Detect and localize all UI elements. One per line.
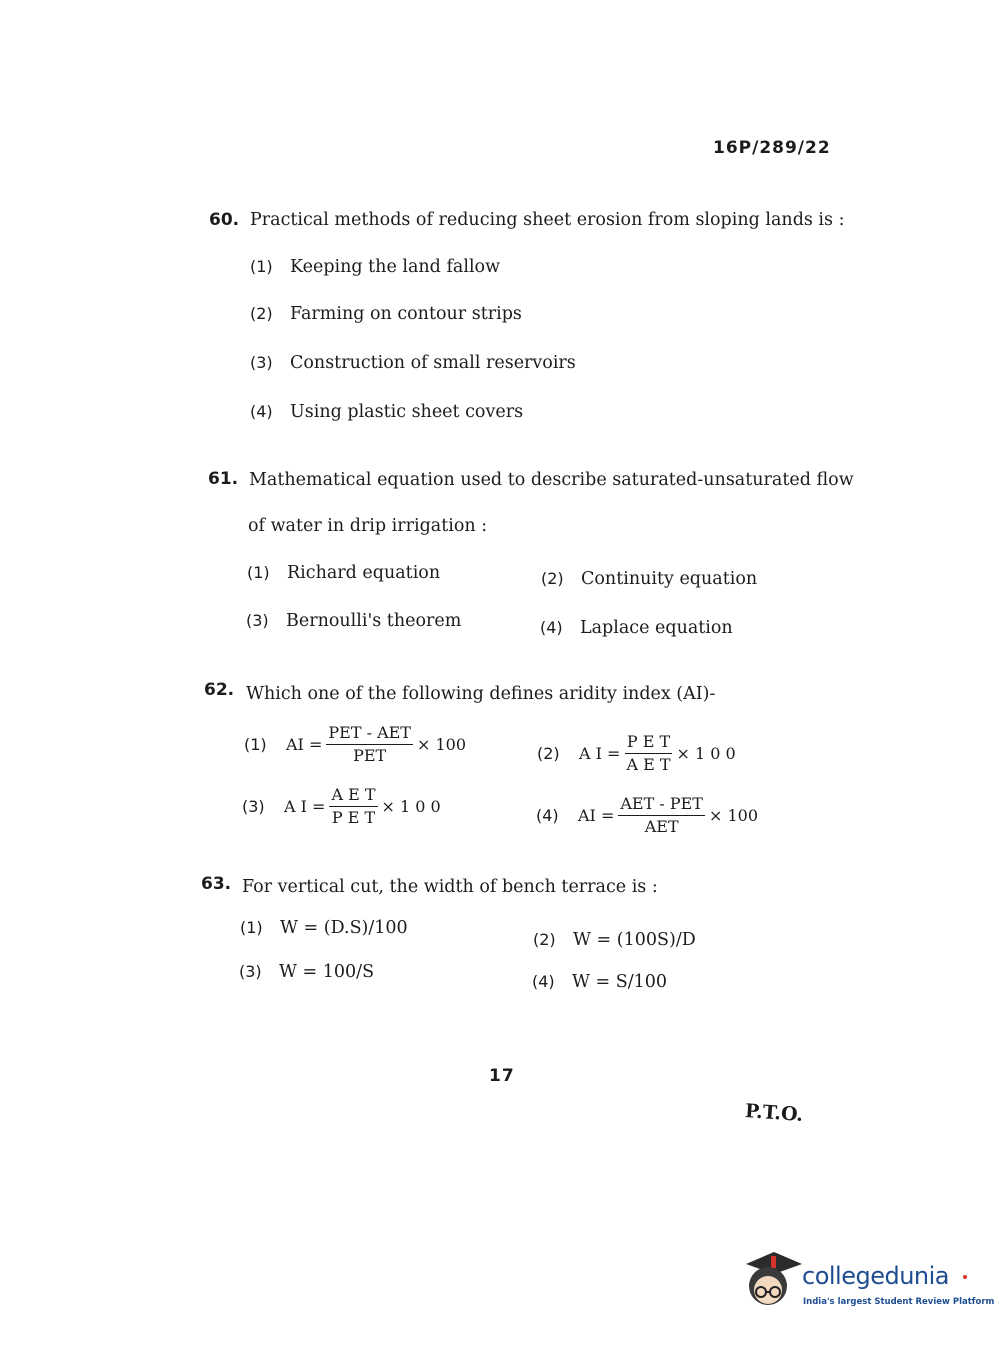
fraction-denominator: AET bbox=[644, 816, 679, 836]
formula-multiplier: × 1 0 0 bbox=[676, 743, 736, 763]
option bbox=[246, 611, 461, 631]
fraction-numerator: P E T bbox=[625, 733, 672, 754]
formula-option bbox=[244, 724, 466, 764]
brand-name: collegedunia bbox=[802, 1262, 950, 1290]
question-text: Practical methods of reducing sheet erosion from sloping lands is : bbox=[250, 210, 845, 230]
fraction bbox=[326, 724, 413, 764]
option-text: W = 100/S bbox=[279, 962, 375, 982]
fraction-denominator: P E T bbox=[331, 807, 376, 827]
option bbox=[532, 972, 667, 992]
option bbox=[533, 930, 696, 950]
question-text: For vertical cut, the width of bench terrace is : bbox=[242, 877, 658, 897]
page-number: 17 bbox=[489, 1066, 515, 1086]
option-text: Laplace equation bbox=[580, 618, 733, 638]
question-text: Which one of the following defines aridity index (AI)- bbox=[246, 684, 716, 704]
option-number: (4) bbox=[536, 805, 559, 825]
question-number: 63. bbox=[201, 874, 232, 894]
fraction-numerator: PET - AET bbox=[326, 724, 413, 745]
fraction-numerator: A E T bbox=[329, 786, 377, 807]
option-text: W = (100S)/D bbox=[573, 930, 696, 950]
question-text-line2: of water in drip irrigation : bbox=[248, 516, 488, 536]
brand-tagline: India's largest Student Review Platform bbox=[803, 1297, 995, 1307]
fraction-denominator: A E T bbox=[626, 754, 671, 774]
option bbox=[250, 353, 576, 373]
option-text: Richard equation bbox=[287, 563, 441, 583]
fraction-denominator: PET bbox=[353, 745, 387, 765]
option bbox=[240, 918, 408, 938]
pto-mark: P.T.O. bbox=[744, 1099, 804, 1127]
option bbox=[250, 304, 522, 324]
option-text: W = S/100 bbox=[572, 972, 668, 992]
option bbox=[250, 257, 500, 277]
option-text: Bernoulli's theorem bbox=[286, 611, 462, 631]
option-text: W = (D.S)/100 bbox=[280, 918, 408, 938]
option-text: Keeping the land fallow bbox=[290, 257, 501, 277]
option bbox=[250, 402, 523, 422]
formula-multiplier: × 100 bbox=[416, 734, 467, 754]
option-number: (2) bbox=[533, 930, 556, 949]
formula-multiplier: × 1 0 0 bbox=[381, 796, 441, 816]
option-number: (3) bbox=[246, 611, 269, 630]
fraction bbox=[624, 733, 672, 773]
option-number: (4) bbox=[532, 972, 555, 991]
formula-option bbox=[536, 795, 758, 835]
option-text: Using plastic sheet covers bbox=[290, 402, 524, 422]
question-number: 61. bbox=[208, 469, 239, 489]
question-number: 60. bbox=[209, 210, 240, 230]
option-number: (2) bbox=[250, 304, 273, 323]
mascot-face bbox=[746, 1252, 802, 1305]
option-number: (2) bbox=[541, 569, 564, 588]
option-number: (3) bbox=[239, 962, 262, 981]
option-number: (3) bbox=[242, 796, 265, 816]
option-number: (4) bbox=[540, 618, 563, 637]
option bbox=[540, 618, 733, 638]
formula-option bbox=[242, 786, 441, 826]
formula-lhs: A I = bbox=[284, 796, 326, 816]
option-text: Continuity equation bbox=[581, 569, 758, 589]
brand-dot bbox=[963, 1275, 967, 1279]
option-text: Farming on contour strips bbox=[290, 304, 522, 324]
option-number: (2) bbox=[537, 743, 560, 763]
option bbox=[239, 962, 374, 982]
option bbox=[247, 563, 440, 583]
option-number: (1) bbox=[240, 918, 263, 937]
option bbox=[541, 569, 757, 589]
formula-lhs: AI = bbox=[286, 734, 323, 754]
formula-lhs: A I = bbox=[579, 743, 621, 763]
option-number: (4) bbox=[250, 402, 273, 421]
question-number: 62. bbox=[204, 680, 235, 700]
option-number: (1) bbox=[247, 563, 270, 582]
fraction bbox=[329, 786, 377, 826]
formula-multiplier: × 100 bbox=[708, 805, 759, 825]
formula-option bbox=[537, 733, 736, 773]
option-text: Construction of small reservoirs bbox=[290, 353, 576, 373]
fraction bbox=[618, 795, 705, 835]
paper-code: 16P/289/22 bbox=[713, 138, 831, 158]
question-text-line1: Mathematical equation used to describe saturated-unsaturated flow bbox=[249, 470, 854, 490]
fraction-numerator: AET - PET bbox=[618, 795, 705, 816]
option-number: (1) bbox=[244, 734, 267, 754]
option-number: (1) bbox=[250, 257, 273, 276]
option-number: (3) bbox=[250, 353, 273, 372]
formula-lhs: AI = bbox=[578, 805, 615, 825]
